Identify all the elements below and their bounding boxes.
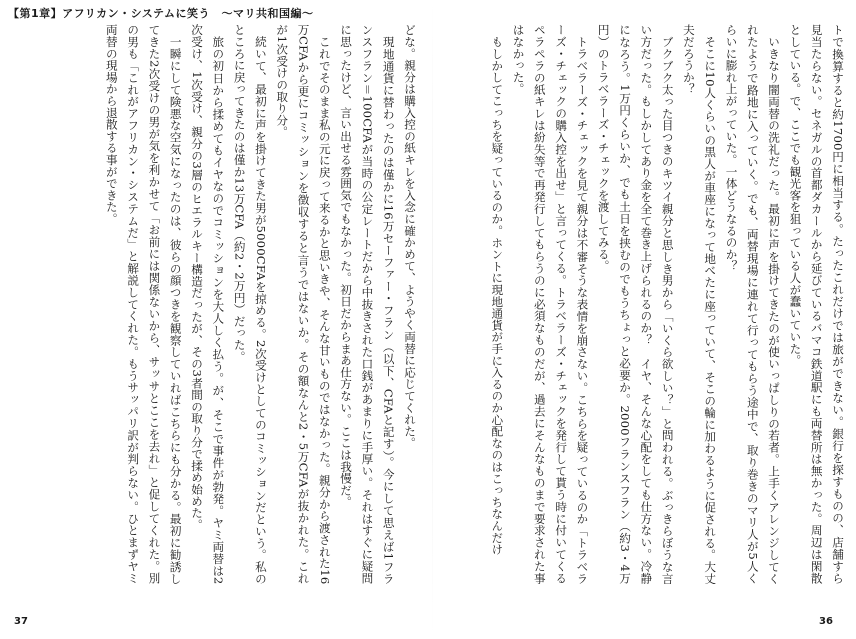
running-head: 【第1章】アフリカン・システムに笑う 〜マリ共和国編〜 (8, 7, 314, 20)
gutter-divider (432, 0, 433, 639)
right-page-body (486, 24, 848, 584)
paragraph: もしかしてこっちを疑っているのか。ホントに現地通貨が手に入るのか心配なのはこっちなんだけ (490, 35, 505, 555)
paragraph: 続いて、最初に声を掛けてきた男が5000CFAを掠める。2次受けとしてのコミッションだという。私のところに戻ってきたのは僅か13万CFA（約2・2万円）だった。 (232, 24, 268, 584)
right-page (450, 24, 848, 584)
paragraph: どな。親分は購入控の紙キレを入念に確かめて、ようやく両替に応じてくれた。 (403, 24, 417, 449)
paragraph: 現地通貨に替わったのは僅かに16万セーファー・フラン（以下、CFAと記す）。今にして思えば1フランスフラン＝100CFAが当時の公定レートだから中抜きされた口銭があまりに手厚い。それはすぐに疑問に思ったけど、言い出せる雰囲気でもなかった。初日だからまあ仕方ない。ここは我慢だ。 (339, 24, 396, 584)
left-page-body (101, 24, 420, 584)
paragraph: いきなり闇両替の洗礼だった。最初に声を掛けてきたのが使いっぱしりの若者。上手くアレンジしてくれたようで路地に入っていく。でも、両替現場に連れて行ってもらう途中で、取り巻きのマリ人が5人くらいに膨れ上がっていた。一体どうなるのか？ (724, 24, 782, 584)
paragraph: そこに10人くらいの黒人が車座になって地べたに座っていて、そこの輪に加わるように促される。大丈夫だろうか？ (681, 24, 718, 584)
page-number-left: 37 (14, 616, 28, 627)
paragraph: 旅の初日から揉めてもイヤなのでコミッションを大人しく払う。が、そこで事件が勃発。ヤミ両替は2次受け、1次受け、親分の3層のヒエラルキー構造だったが、その3者間の取り分で揉め始めた。 (190, 24, 226, 584)
paragraph: トで換算すると約1700円に相当する。たったこれだけでは旅ができない。銀行を探すものの、店舗すら見当たらない。セネガルの首都ダカールから延びているバマコ鉄道駅にも両替所は無かった。周辺は閑散としている。で、ここでも観光客を狙っている人が蠢いていた。 (788, 24, 845, 584)
paragraph: トラベラーズ・チェックを見て親分は不審そうな表情を崩さない。こちらを疑っているのか「トラベラーズ・チェックの購入控を出せ」と言ってくる。トラベラーズ・チェックを発行して貰う時に付いてくるペラペラの紙キレは紛失等で再発行してもらうのに必須なものだが、過去にそんなものまで要求された事はなかった。 (511, 24, 590, 584)
left-page (8, 24, 420, 584)
paragraph: これでそのまま私の元に戻って来るかと思いきや、そんな甘いものではなかった。親分から渡された16万CFAから更にコミッションを徴収すると言うではないか。その額なんと2・5万CFAが抜かれた。これが1次受けの取り分。 (275, 24, 332, 584)
paragraph: ブクブク太った目つきのキツイ親分と思しき男から「いくら欲しい？」と問われる。ぶっきらぼうな言い方だった。もしかしてあり金を全て巻き上げられるのか？ イヤ、そんな心配をしても仕方ない。冷静になろう。1万円くらいか、でも土日を挟むのでもうちょっと必要か。2000フランスフラン（約3・4万円）のトラベラーズ・チェックを渡してみる。 (596, 24, 675, 584)
paragraph: 一瞬にして険悪な空気になったのは、彼らの顔つきを観察していればこちらにも分かる。最初に勧誘してきた2次受けの男が気を利かせて「お前には関係ないから、サッサとここを去れ」と促してくれた。別の男も「これがアフリカン・システムだ」と解説してくれた。もうサッパリ訳が判らない。ひとまずヤミ両替の現場から退散する事ができた。 (104, 24, 183, 584)
page-number-right: 36 (819, 616, 833, 627)
